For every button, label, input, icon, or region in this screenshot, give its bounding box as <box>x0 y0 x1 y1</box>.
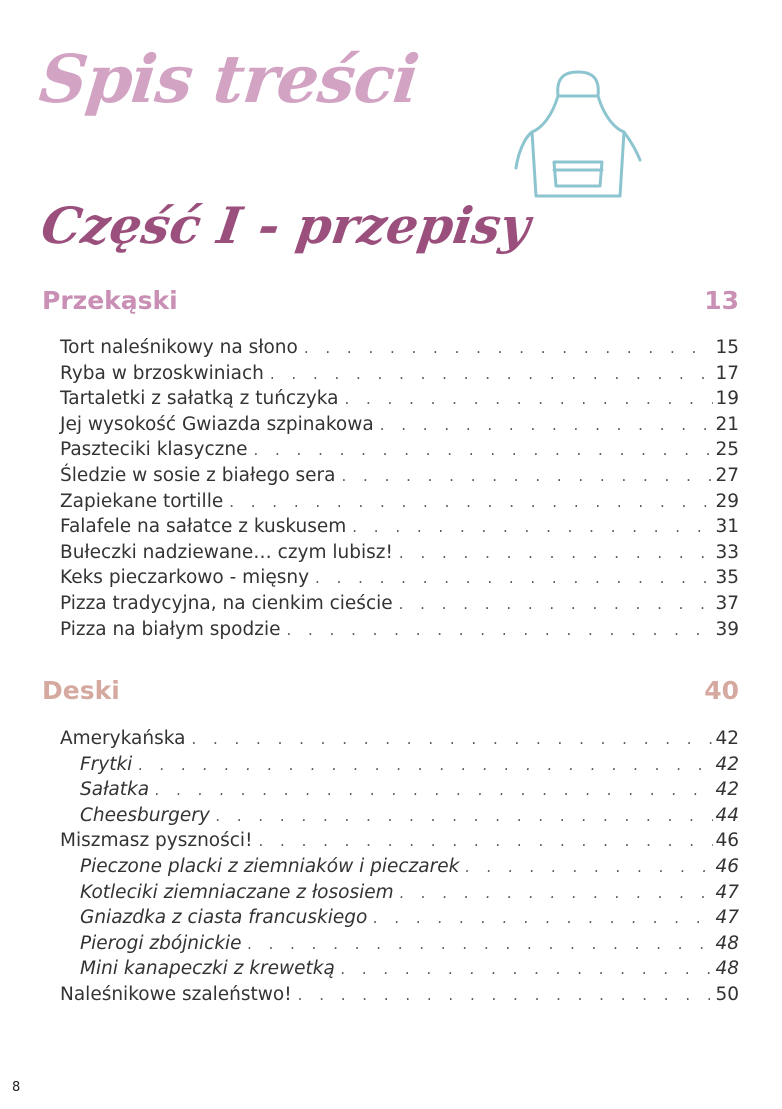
section-heading-przekaski <box>42 286 739 320</box>
toc-entry-label: Kotleciki ziemniaczane z łososiem <box>80 881 394 903</box>
toc-entry[interactable] <box>60 516 739 542</box>
apron-icon <box>512 68 644 208</box>
toc-entry-page: 42 <box>715 728 739 749</box>
toc-entry[interactable] <box>60 388 739 414</box>
toc-entry[interactable] <box>60 465 739 491</box>
toc-entry[interactable] <box>60 542 739 568</box>
toc-subentry[interactable] <box>60 754 739 780</box>
dot-leader <box>352 520 713 535</box>
toc-entry[interactable] <box>60 363 739 389</box>
toc-entry-page: 15 <box>715 337 739 358</box>
toc-entry-label: Bułeczki nadziewane… czym lubisz! <box>60 541 393 563</box>
toc-subentry[interactable] <box>60 882 739 908</box>
toc-entry-label: Naleśnikowe szaleństwo! <box>60 983 292 1005</box>
toc-entry-page: 44 <box>715 804 739 826</box>
dot-leader <box>373 911 713 926</box>
toc-entry-label: Amerykańska <box>60 728 186 749</box>
section-title: Przekąski <box>42 286 178 315</box>
toc-entry-label: Pizza tradycyjna, na cienkim cieście <box>60 592 393 614</box>
toc-entry[interactable] <box>60 593 739 619</box>
toc-entry-label: Paszteciki klasyczne <box>60 439 248 461</box>
toc-entry-label: Gniazdka z ciasta francuskiego <box>80 907 368 929</box>
dot-leader <box>138 758 713 773</box>
toc-entry-label: Falafele na sałatce z kuskusem <box>60 516 347 538</box>
toc-entry-label: Tort naleśnikowy na słono <box>60 337 298 358</box>
toc-entry[interactable] <box>60 414 739 440</box>
toc-entry[interactable] <box>60 619 739 645</box>
toc-entry-page: 17 <box>715 362 739 384</box>
section-title: Deski <box>42 676 120 705</box>
toc-entry-page: 42 <box>715 779 739 801</box>
toc-entry-label: Ryba w brzoskwiniach <box>60 362 264 384</box>
dot-leader <box>216 809 714 824</box>
toc-list-przekaski <box>60 337 739 644</box>
toc-entry-page: 47 <box>715 881 739 903</box>
dot-leader <box>259 834 714 849</box>
section-page: 40 <box>704 676 739 705</box>
toc-entry-page: 46 <box>715 855 739 877</box>
toc-entry-page: 35 <box>715 567 739 589</box>
section-heading-deski <box>42 676 739 710</box>
toc-entry-label: Zapiekane tortille <box>60 490 224 512</box>
toc-subentry[interactable] <box>60 958 739 984</box>
toc-entry-page: 46 <box>715 830 739 852</box>
toc-entry-page: 25 <box>715 439 739 461</box>
toc-entry-label: Miszmasz pyszności! <box>60 830 253 852</box>
toc-entry-label: Śledzie w sosie z białego sera <box>60 464 336 486</box>
dot-leader <box>315 571 713 586</box>
toc-entry-page: 29 <box>715 490 739 512</box>
dot-leader <box>155 783 713 798</box>
toc-entry-page: 31 <box>715 516 739 538</box>
toc-subentry[interactable] <box>60 907 739 933</box>
dot-leader <box>286 623 713 638</box>
dot-leader <box>298 988 714 1003</box>
toc-entry-label: Jej wysokość Gwiazda szpinakowa <box>60 413 374 435</box>
dot-leader <box>380 418 714 433</box>
toc-subentry[interactable] <box>60 779 739 805</box>
toc-entry-label: Keks pieczarkowo - mięsny <box>60 567 310 589</box>
dot-leader <box>342 469 714 484</box>
toc-entry-label: Mini kanapeczki z krewetką <box>80 958 335 980</box>
toc-entry-label: Tartaletki z sałatką z tuńczyka <box>60 388 339 410</box>
toc-entry[interactable] <box>60 337 739 363</box>
dot-leader <box>191 732 713 747</box>
toc-entry[interactable] <box>60 984 739 1010</box>
dot-leader <box>248 937 714 952</box>
dot-leader <box>270 367 714 382</box>
page-title: Spis treści <box>35 40 422 118</box>
dot-leader <box>341 962 714 977</box>
toc-entry-page: 37 <box>715 592 739 614</box>
toc-entry-page: 21 <box>715 413 739 435</box>
dot-leader <box>399 597 714 612</box>
toc-entry[interactable] <box>60 439 739 465</box>
dot-leader <box>465 860 713 875</box>
toc-entry-page: 50 <box>715 983 739 1005</box>
toc-subentry[interactable] <box>60 856 739 882</box>
part-heading: Część I - przepisy <box>37 196 534 255</box>
toc-entry[interactable] <box>60 728 739 754</box>
toc-entry[interactable] <box>60 491 739 517</box>
section-page: 13 <box>704 286 739 315</box>
toc-entry-label: Pieczone placki z ziemniaków i pieczarek <box>80 855 460 877</box>
dot-leader <box>253 443 713 458</box>
toc-entry-label: Pierogi zbójnickie <box>80 932 242 954</box>
toc-entry-page: 48 <box>715 932 739 954</box>
toc-entry-page: 33 <box>715 541 739 563</box>
dot-leader <box>344 392 713 407</box>
dot-leader <box>399 546 714 561</box>
toc-entry-page: 19 <box>715 388 739 410</box>
toc-subentry[interactable] <box>60 933 739 959</box>
toc-entry-page: 48 <box>715 958 739 980</box>
toc-entry-label: Frytki <box>80 753 133 775</box>
toc-entry-page: 42 <box>715 753 739 775</box>
page-number: 8 <box>12 1080 21 1095</box>
toc-entry-page: 39 <box>715 618 739 640</box>
toc-entry-page: 47 <box>715 907 739 929</box>
toc-entry-label: Sałatka <box>80 779 150 801</box>
toc-subentry[interactable] <box>60 805 739 831</box>
dot-leader <box>400 886 714 901</box>
dot-leader <box>229 495 713 510</box>
toc-entry[interactable] <box>60 830 739 856</box>
toc-entry-page: 27 <box>715 464 739 486</box>
toc-entry-label: Cheesburgery <box>80 804 210 826</box>
toc-entry-label: Pizza na białym spodzie <box>60 618 281 640</box>
toc-entry[interactable] <box>60 567 739 593</box>
toc-list-deski <box>60 728 739 1010</box>
dot-leader <box>304 341 714 356</box>
